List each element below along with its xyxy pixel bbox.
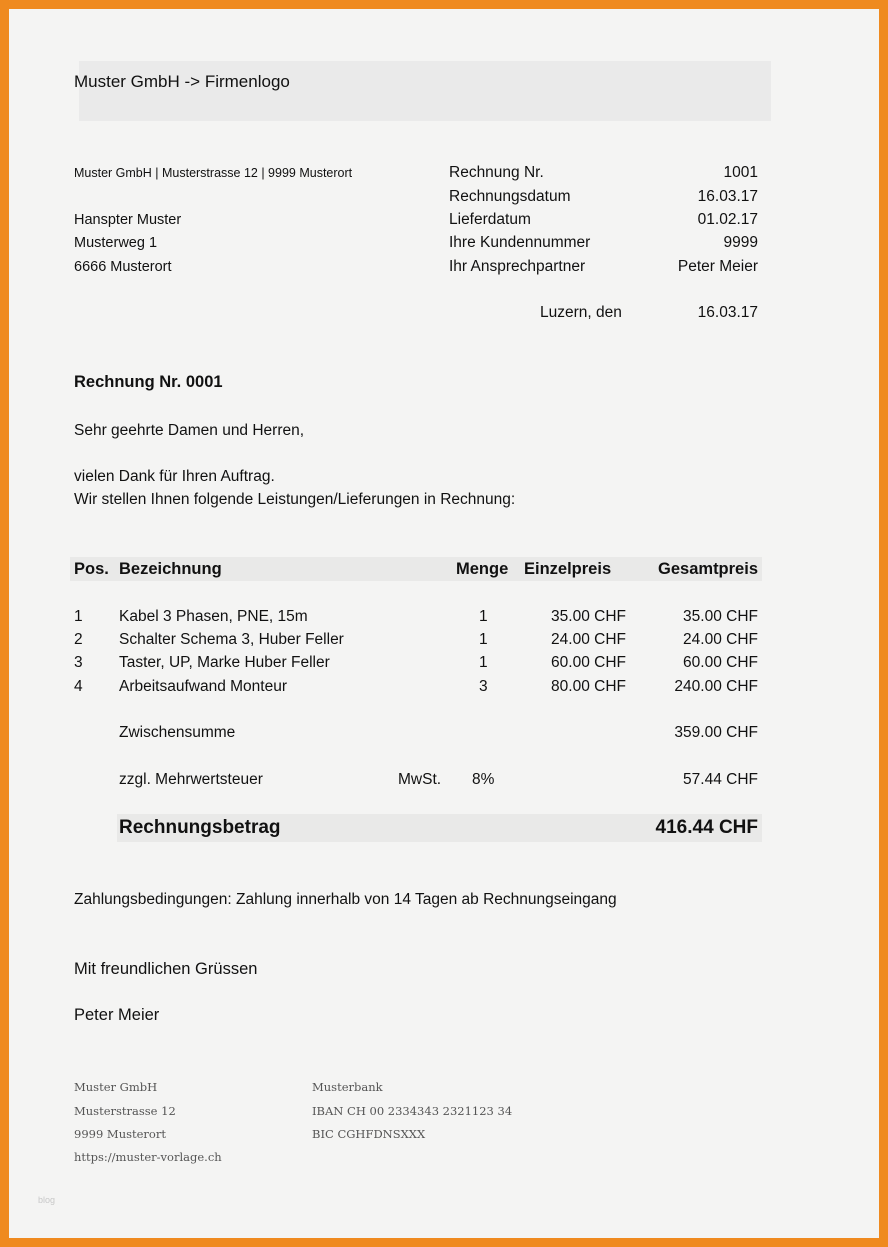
greeting: Sehr geehrte Damen und Herren, [74, 422, 305, 439]
intro-line-2: Wir stellen Ihnen folgende Leistungen/Lieferungen in Rechnung: [74, 491, 516, 508]
column-header-total-price: Gesamtpreis [658, 560, 758, 578]
footer-bic: BIC CGHFDNSXXX [312, 1127, 426, 1141]
vat-abbreviation: MwSt. [398, 771, 442, 788]
meta-label-delivery-date: Lieferdatum [449, 211, 531, 228]
row-1-description: Kabel 3 Phasen, PNE, 15m [119, 608, 308, 625]
vat-value: 57.44 CHF [683, 771, 758, 788]
signature-name: Peter Meier [74, 1006, 160, 1024]
meta-label-customer-number: Ihre Kundennummer [449, 234, 591, 251]
column-header-description: Bezeichnung [119, 560, 222, 578]
intro-line-1: vielen Dank für Ihren Auftrag. [74, 468, 275, 485]
grand-total-value: 416.44 CHF [655, 817, 758, 838]
row-4-total-price: 240.00 CHF [674, 678, 758, 695]
subtotal-label: Zwischensumme [119, 724, 236, 741]
row-2-unit-price: 24.00 CHF [551, 631, 626, 648]
footer-website-link[interactable]: https://muster-vorlage.ch [74, 1150, 222, 1164]
row-3-unit-price: 60.00 CHF [551, 654, 626, 671]
row-4-quantity: 3 [479, 678, 488, 695]
row-3-quantity: 1 [479, 654, 488, 671]
grand-total-label: Rechnungsbetrag [119, 817, 281, 838]
payment-terms: Zahlungsbedingungen: Zahlung innerhalb von 14 Tagen ab Rechnungseingang [74, 891, 617, 908]
row-3-description: Taster, UP, Marke Huber Feller [119, 654, 330, 671]
recipient-city: 6666 Musterort [74, 259, 172, 275]
meta-value-invoice-number: 1001 [723, 164, 758, 181]
vat-rate: 8% [472, 771, 495, 788]
meta-label-invoice-number: Rechnung Nr. [449, 164, 544, 181]
footer-bank: Musterbank [312, 1080, 383, 1094]
row-2-quantity: 1 [479, 631, 488, 648]
column-header-quantity: Menge [456, 560, 509, 578]
sender-address-line: Muster GmbH | Musterstrasse 12 | 9999 Musterort [74, 166, 353, 180]
footer-company: Muster GmbH [74, 1080, 158, 1094]
place-label: Luzern, den [540, 304, 622, 321]
row-4-pos: 4 [74, 678, 83, 695]
footer-iban: IBAN CH 00 2334343 2321123 34 [312, 1104, 513, 1118]
meta-value-customer-number: 9999 [723, 234, 758, 251]
row-2-description: Schalter Schema 3, Huber Feller [119, 631, 344, 648]
meta-value-delivery-date: 01.02.17 [697, 211, 758, 228]
footer-city: 9999 Musterort [74, 1127, 166, 1141]
invoice-title: Rechnung Nr. 0001 [74, 373, 223, 391]
meta-value-invoice-date: 16.03.17 [697, 188, 758, 205]
meta-label-contact: Ihr Ansprechpartner [449, 258, 586, 275]
row-4-unit-price: 80.00 CHF [551, 678, 626, 695]
company-logo-text: Muster GmbH -> Firmenlogo [74, 72, 290, 91]
row-1-unit-price: 35.00 CHF [551, 608, 626, 625]
row-2-pos: 2 [74, 631, 83, 648]
row-2-total-price: 24.00 CHF [683, 631, 758, 648]
place-date: 16.03.17 [697, 304, 758, 321]
vat-label: zzgl. Mehrwertsteuer [119, 771, 263, 788]
meta-label-invoice-date: Rechnungsdatum [449, 188, 571, 205]
row-1-total-price: 35.00 CHF [683, 608, 758, 625]
recipient-street: Musterweg 1 [74, 235, 158, 251]
column-header-pos: Pos. [74, 560, 109, 578]
recipient-name: Hanspter Muster [74, 212, 182, 228]
row-3-pos: 3 [74, 654, 83, 671]
closing-phrase: Mit freundlichen Grüssen [74, 960, 258, 978]
row-1-pos: 1 [74, 608, 83, 625]
row-3-total-price: 60.00 CHF [683, 654, 758, 671]
row-1-quantity: 1 [479, 608, 488, 625]
column-header-unit-price: Einzelpreis [524, 560, 612, 578]
footer-street: Musterstrasse 12 [74, 1104, 176, 1118]
watermark: blog [38, 1195, 56, 1205]
meta-value-contact: Peter Meier [677, 258, 758, 275]
row-4-description: Arbeitsaufwand Monteur [119, 678, 288, 695]
subtotal-value: 359.00 CHF [674, 724, 758, 741]
